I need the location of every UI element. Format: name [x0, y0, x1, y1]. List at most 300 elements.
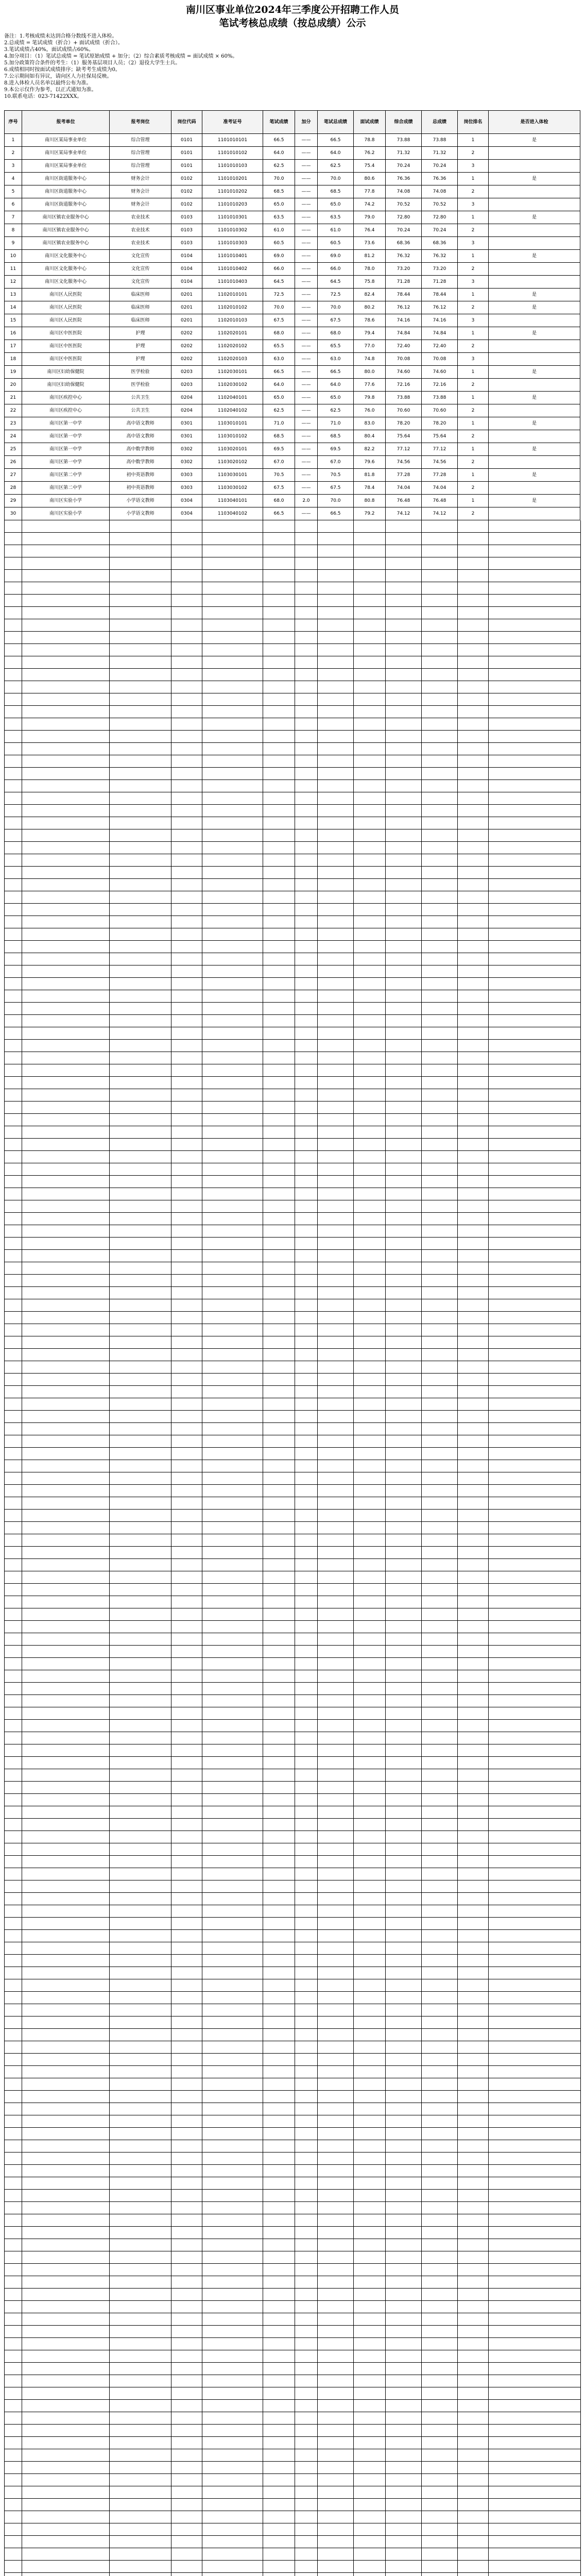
- table-cell: 70.0: [263, 301, 295, 314]
- table-cell: 74.60: [386, 366, 422, 379]
- table-cell: 70.5: [318, 469, 354, 482]
- table-cell: 4: [5, 173, 22, 185]
- column-header: 岗位排名: [458, 111, 489, 134]
- table-cell: 63.0: [263, 353, 295, 366]
- table-cell: 1101010303: [202, 237, 263, 250]
- table-cell: 南川区街道服务中心: [22, 173, 110, 185]
- table-cell: 1102010102: [202, 301, 263, 314]
- table-cell: 1101010403: [202, 276, 263, 289]
- table-cell: 南川区实验小学: [22, 507, 110, 520]
- column-header: 是否进入体检: [489, 111, 580, 134]
- table-cell: 70.60: [422, 404, 458, 417]
- table-row: [5, 340, 580, 353]
- table-cell: 64.0: [263, 379, 295, 392]
- table-cell: 60.5: [318, 237, 354, 250]
- table-cell: 70.5: [263, 469, 295, 482]
- table-cell: 62.5: [318, 404, 354, 417]
- table-row: [5, 185, 580, 198]
- table-cell: 64.0: [263, 147, 295, 160]
- table-cell: 0202: [171, 353, 202, 366]
- table-cell: 南川区镇农业服务中心: [22, 237, 110, 250]
- table-cell: 65.0: [318, 392, 354, 404]
- table-cell: 74.12: [422, 507, 458, 520]
- table-cell: 71.28: [422, 276, 458, 289]
- table-cell: [489, 430, 580, 443]
- table-cell: 75.64: [422, 430, 458, 443]
- table-row: [5, 198, 580, 211]
- table-cell: 65.0: [263, 198, 295, 211]
- table-row: [5, 301, 580, 314]
- table-cell: 10: [5, 250, 22, 263]
- table-cell: 1103040101: [202, 495, 263, 507]
- table-cell: 7: [5, 211, 22, 224]
- table-cell: 临床医师: [110, 314, 171, 327]
- table-cell: 12: [5, 276, 22, 289]
- table-row: [5, 276, 580, 289]
- table-cell: 72.40: [386, 340, 422, 353]
- table-cell: 69.5: [263, 443, 295, 456]
- table-cell: 70.52: [422, 198, 458, 211]
- table-cell: 80.2: [354, 301, 386, 314]
- table-cell: 68.5: [318, 430, 354, 443]
- table-cell: 78.8: [354, 134, 386, 147]
- table-cell: 66.5: [318, 366, 354, 379]
- table-row: [5, 456, 580, 469]
- table-cell: 70.08: [386, 353, 422, 366]
- table-cell: 78.6: [354, 314, 386, 327]
- table-cell: 3: [458, 353, 489, 366]
- table-cell: 2: [458, 301, 489, 314]
- table-row: [5, 263, 580, 276]
- table-cell: 25: [5, 443, 22, 456]
- table-cell: 82.4: [354, 289, 386, 301]
- table-cell: 0303: [171, 469, 202, 482]
- table-cell: 医学检验: [110, 366, 171, 379]
- table-cell: 73.88: [422, 392, 458, 404]
- table-cell: 1: [458, 327, 489, 340]
- table-cell: 南川区文化服务中心: [22, 276, 110, 289]
- table-cell: 1103040102: [202, 507, 263, 520]
- table-cell: 2: [5, 147, 22, 160]
- table-cell: ——: [295, 353, 318, 366]
- table-cell: 27: [5, 469, 22, 482]
- table-cell: 74.08: [422, 185, 458, 198]
- table-cell: 0102: [171, 185, 202, 198]
- table-cell: 护理: [110, 353, 171, 366]
- table-cell: 0202: [171, 340, 202, 353]
- table-cell: 70.24: [422, 224, 458, 237]
- table-cell: 南川区第一中学: [22, 417, 110, 430]
- table-row: [5, 353, 580, 366]
- table-cell: 南川区第二中学: [22, 482, 110, 495]
- table-cell: 农业技术: [110, 211, 171, 224]
- table-row: [5, 404, 580, 417]
- table-cell: 70.0: [318, 301, 354, 314]
- table-cell: 71.32: [386, 147, 422, 160]
- table-cell: [489, 237, 580, 250]
- table-row: [5, 211, 580, 224]
- table-cell: 20: [5, 379, 22, 392]
- table-cell: 1101010101: [202, 134, 263, 147]
- note-line: 3.笔试成绩占40%，面试成绩占60%。: [4, 47, 94, 53]
- table-cell: 70.08: [422, 353, 458, 366]
- table-cell: 是: [489, 134, 580, 147]
- table-row: [5, 469, 580, 482]
- table-cell: 76.12: [422, 301, 458, 314]
- table-cell: 61.0: [263, 224, 295, 237]
- table-cell: 南川区中医医院: [22, 340, 110, 353]
- table-cell: ——: [295, 404, 318, 417]
- table-cell: ——: [295, 276, 318, 289]
- table-cell: ——: [295, 443, 318, 456]
- table-cell: 74.56: [386, 456, 422, 469]
- table-cell: 82.2: [354, 443, 386, 456]
- table-cell: ——: [295, 147, 318, 160]
- table-cell: [489, 314, 580, 327]
- table-cell: 1102020103: [202, 353, 263, 366]
- table-cell: 1: [458, 417, 489, 430]
- table-cell: 1101010302: [202, 224, 263, 237]
- table-cell: 2: [458, 379, 489, 392]
- table-cell: 文化宣传: [110, 263, 171, 276]
- table-cell: 76.2: [354, 147, 386, 160]
- table-cell: ——: [295, 379, 318, 392]
- document-title: [0, 0, 585, 31]
- title-line-1: 南川区事业单位2024年三季度公开招聘工作人员: [186, 4, 399, 15]
- note-line: 4.加分项目：（1）笔试总成绩 = 笔试原始成绩 + 加分；（2）综合素质考核成绩 = 面试成绩 × 60%。: [4, 54, 238, 59]
- table-cell: 南川区第一中学: [22, 430, 110, 443]
- table-cell: 70.60: [386, 404, 422, 417]
- table-cell: 74.08: [386, 185, 422, 198]
- table-cell: ——: [295, 289, 318, 301]
- table-cell: ——: [295, 340, 318, 353]
- column-header: 报考单位: [22, 111, 110, 134]
- table-cell: 1101010402: [202, 263, 263, 276]
- table-cell: ——: [295, 314, 318, 327]
- table-cell: 3: [458, 160, 489, 173]
- column-header: 序号: [5, 111, 22, 134]
- table-header-row: [5, 111, 580, 134]
- table-cell: 1: [458, 289, 489, 301]
- table-cell: 是: [489, 301, 580, 314]
- column-header: 加分: [295, 111, 318, 134]
- table-cell: ——: [295, 392, 318, 404]
- table-cell: 74.2: [354, 198, 386, 211]
- table-cell: 初中英语教师: [110, 469, 171, 482]
- table-cell: 6: [5, 198, 22, 211]
- table-cell: [489, 507, 580, 520]
- table-cell: [489, 198, 580, 211]
- table-cell: 74.16: [386, 314, 422, 327]
- table-cell: 76.48: [386, 495, 422, 507]
- table-cell: 78.44: [422, 289, 458, 301]
- table-cell: 67.5: [263, 314, 295, 327]
- table-cell: 临床医师: [110, 301, 171, 314]
- table-cell: 1101010201: [202, 173, 263, 185]
- table-cell: 财务会计: [110, 185, 171, 198]
- table-row: [5, 147, 580, 160]
- table-cell: 2: [458, 340, 489, 353]
- table-cell: 2: [458, 507, 489, 520]
- table-cell: 76.36: [422, 173, 458, 185]
- table-cell: 0102: [171, 198, 202, 211]
- table-cell: 66.5: [318, 507, 354, 520]
- notes-block: [4, 33, 571, 100]
- table-cell: 南川区第一中学: [22, 456, 110, 469]
- table-cell: 62.5: [263, 160, 295, 173]
- table-cell: 77.12: [386, 443, 422, 456]
- table-cell: 1: [458, 443, 489, 456]
- column-header: 面试成绩: [354, 111, 386, 134]
- table-cell: 南川区某局事业单位: [22, 134, 110, 147]
- table-row: [5, 495, 580, 507]
- table-cell: 75.4: [354, 160, 386, 173]
- table-cell: 15: [5, 314, 22, 327]
- table-cell: 2: [458, 456, 489, 469]
- table-cell: 71.0: [318, 417, 354, 430]
- table-cell: 76.0: [354, 404, 386, 417]
- table-cell: 64.0: [318, 147, 354, 160]
- table-cell: 79.0: [354, 211, 386, 224]
- table-cell: 3: [458, 314, 489, 327]
- table-cell: 76.32: [386, 250, 422, 263]
- table-cell: 1101010401: [202, 250, 263, 263]
- column-header: 笔试成绩: [263, 111, 295, 134]
- table-cell: 73.20: [386, 263, 422, 276]
- table-cell: 61.0: [318, 224, 354, 237]
- title-line-2: 笔试考核总成绩（按总成绩）公示: [219, 18, 366, 29]
- table-cell: 22: [5, 404, 22, 417]
- table-cell: 64.5: [263, 276, 295, 289]
- table-cell: 0302: [171, 443, 202, 456]
- table-cell: 60.5: [263, 237, 295, 250]
- table-cell: 财务会计: [110, 198, 171, 211]
- table-cell: 文化宣传: [110, 276, 171, 289]
- table-cell: 南川区街道服务中心: [22, 185, 110, 198]
- table-cell: ——: [295, 430, 318, 443]
- table-cell: 0301: [171, 417, 202, 430]
- table-cell: ——: [295, 250, 318, 263]
- table-row: [5, 224, 580, 237]
- table-cell: 0304: [171, 495, 202, 507]
- table-cell: 0201: [171, 314, 202, 327]
- note-line: 5.加分政策符合条件的考生：（1）服务基层项目人员；（2）退役大学生士兵。: [4, 60, 181, 66]
- table-cell: 0204: [171, 392, 202, 404]
- table-cell: 1103010101: [202, 417, 263, 430]
- table-cell: 0104: [171, 250, 202, 263]
- score-table: [4, 110, 580, 520]
- table-cell: 68.0: [263, 495, 295, 507]
- table-cell: 1: [5, 134, 22, 147]
- table-cell: 78.44: [386, 289, 422, 301]
- table-cell: 74.56: [422, 456, 458, 469]
- table-cell: 0302: [171, 456, 202, 469]
- table-cell: 72.80: [386, 211, 422, 224]
- table-cell: 68.36: [422, 237, 458, 250]
- table-cell: 80.6: [354, 173, 386, 185]
- table-cell: ——: [295, 224, 318, 237]
- table-cell: 3: [458, 237, 489, 250]
- table-cell: 2: [458, 482, 489, 495]
- table-cell: 67.5: [263, 482, 295, 495]
- table-cell: ——: [295, 160, 318, 173]
- table-cell: 73.20: [422, 263, 458, 276]
- table-cell: 0101: [171, 147, 202, 160]
- table-row: [5, 507, 580, 520]
- table-cell: 68.5: [263, 430, 295, 443]
- table-cell: 72.5: [318, 289, 354, 301]
- table-body: [5, 134, 580, 520]
- table-cell: [489, 456, 580, 469]
- table-cell: 2: [458, 404, 489, 417]
- table-cell: 1: [458, 392, 489, 404]
- table-cell: [489, 379, 580, 392]
- table-row: [5, 366, 580, 379]
- table-cell: 公共卫生: [110, 404, 171, 417]
- note-line: 7.公示期间如有异议，请向区人力社保局反映。: [4, 74, 112, 79]
- table-cell: 78.20: [386, 417, 422, 430]
- table-cell: 66.5: [263, 134, 295, 147]
- table-cell: 1102010101: [202, 289, 263, 301]
- column-header: 笔试总成绩: [318, 111, 354, 134]
- table-cell: 72.5: [263, 289, 295, 301]
- table-cell: 78.4: [354, 482, 386, 495]
- table-cell: 70.24: [422, 160, 458, 173]
- table-cell: ——: [295, 134, 318, 147]
- table-cell: 1101010301: [202, 211, 263, 224]
- table-cell: 74.04: [386, 482, 422, 495]
- table-cell: 72.40: [422, 340, 458, 353]
- table-cell: ——: [295, 263, 318, 276]
- table-cell: 63.5: [263, 211, 295, 224]
- table-cell: 0104: [171, 263, 202, 276]
- table-cell: ——: [295, 507, 318, 520]
- table-cell: 80.8: [354, 495, 386, 507]
- table-cell: 初中英语教师: [110, 482, 171, 495]
- table-cell: 16: [5, 327, 22, 340]
- table-cell: 护理: [110, 340, 171, 353]
- table-cell: 75.64: [386, 430, 422, 443]
- table-cell: 71.32: [422, 147, 458, 160]
- table-cell: 21: [5, 392, 22, 404]
- table-cell: 南川区镇农业服务中心: [22, 224, 110, 237]
- table-cell: 74.8: [354, 353, 386, 366]
- table-cell: 农业技术: [110, 224, 171, 237]
- table-cell: 是: [489, 327, 580, 340]
- table-cell: 农业技术: [110, 237, 171, 250]
- table-cell: ——: [295, 366, 318, 379]
- table-cell: 0203: [171, 366, 202, 379]
- table-cell: 68.0: [318, 327, 354, 340]
- table-cell: 73.88: [422, 134, 458, 147]
- table-cell: 临床医师: [110, 289, 171, 301]
- table-cell: 1103030101: [202, 469, 263, 482]
- table-cell: 19: [5, 366, 22, 379]
- table-cell: 68.5: [318, 185, 354, 198]
- table-cell: ——: [295, 417, 318, 430]
- table-cell: 65.5: [263, 340, 295, 353]
- table-cell: 65.0: [263, 392, 295, 404]
- table-cell: 67.5: [318, 314, 354, 327]
- table-cell: 65.0: [318, 198, 354, 211]
- table-cell: 3: [458, 198, 489, 211]
- table-cell: 综合管理: [110, 147, 171, 160]
- table-cell: 67.0: [263, 456, 295, 469]
- table-cell: 南川区第一中学: [22, 443, 110, 456]
- table-cell: [489, 224, 580, 237]
- table-cell: 南川区人民医院: [22, 301, 110, 314]
- table-cell: 79.8: [354, 392, 386, 404]
- table-cell: ——: [295, 211, 318, 224]
- table-cell: 2: [458, 185, 489, 198]
- table-continuation: [4, 520, 581, 2576]
- table-cell: 南川区中医医院: [22, 327, 110, 340]
- table-cell: 70.0: [318, 173, 354, 185]
- table-cell: 0101: [171, 134, 202, 147]
- table-cell: 3: [458, 276, 489, 289]
- table-cell: [489, 185, 580, 198]
- table-row: [5, 173, 580, 185]
- table-cell: 18: [5, 353, 22, 366]
- table-cell: 1: [458, 211, 489, 224]
- table-cell: 67.5: [318, 482, 354, 495]
- table-cell: 2: [458, 147, 489, 160]
- table-cell: 南川区疾控中心: [22, 392, 110, 404]
- table-cell: 0201: [171, 289, 202, 301]
- table-cell: 高中数学教师: [110, 443, 171, 456]
- table-cell: [489, 147, 580, 160]
- table-cell: 高中语文教师: [110, 430, 171, 443]
- table-cell: 2: [458, 224, 489, 237]
- table-cell: 南川区疾控中心: [22, 404, 110, 417]
- column-header: 综合成绩: [386, 111, 422, 134]
- table-cell: 81.2: [354, 250, 386, 263]
- table-cell: 72.16: [386, 379, 422, 392]
- table-cell: 南川区妇幼保健院: [22, 366, 110, 379]
- table-cell: 是: [489, 417, 580, 430]
- table-cell: 1101010103: [202, 160, 263, 173]
- table-row: [5, 327, 580, 340]
- table-cell: 29: [5, 495, 22, 507]
- table-cell: 77.12: [422, 443, 458, 456]
- table-cell: 76.32: [422, 250, 458, 263]
- note-line: 10.联系电话：023-71422XXX。: [4, 94, 82, 99]
- table-cell: 74.12: [386, 507, 422, 520]
- table-row: [5, 482, 580, 495]
- table-cell: 76.12: [386, 301, 422, 314]
- table-cell: 65.5: [318, 340, 354, 353]
- table-cell: 79.6: [354, 456, 386, 469]
- table-cell: 南川区文化服务中心: [22, 250, 110, 263]
- table-cell: 64.0: [318, 379, 354, 392]
- table-cell: 71.28: [386, 276, 422, 289]
- table-cell: 77.8: [354, 185, 386, 198]
- table-cell: 1102010103: [202, 314, 263, 327]
- table-cell: 1102040101: [202, 392, 263, 404]
- table-cell: 2: [458, 430, 489, 443]
- table-cell: 1102030102: [202, 379, 263, 392]
- table-cell: 77.6: [354, 379, 386, 392]
- table-cell: 小学语文教师: [110, 507, 171, 520]
- table-cell: 79.4: [354, 327, 386, 340]
- table-cell: 0103: [171, 237, 202, 250]
- table-cell: 0304: [171, 507, 202, 520]
- note-line: 6.成绩相同时按面试成绩排序；缺考考生成绩为0。: [4, 67, 121, 73]
- table-cell: 是: [489, 173, 580, 185]
- table-cell: [489, 340, 580, 353]
- table-cell: [489, 482, 580, 495]
- table-cell: 1: [458, 173, 489, 185]
